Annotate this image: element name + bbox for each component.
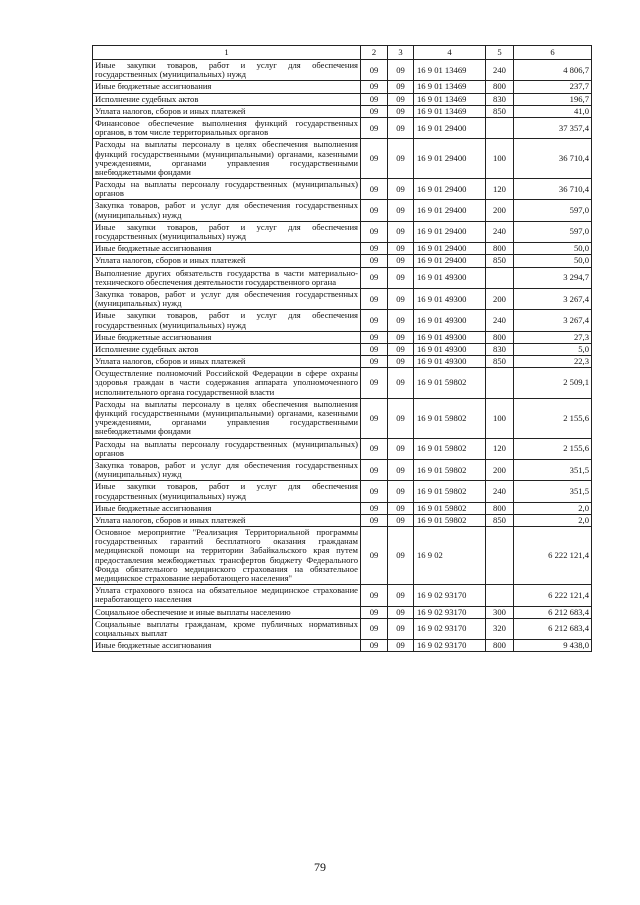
section-code-cell: 09: [361, 200, 388, 221]
target-article-cell: 16 9 01 13469: [414, 105, 486, 117]
row-name-cell: Исполнение судебных актов: [93, 93, 361, 105]
row-name-cell: Расходы на выплаты персоналу государственных (муниципальных) органов: [93, 438, 361, 459]
target-article-cell: 16 9 01 29400: [414, 255, 486, 267]
table-row: [93, 117, 592, 138]
amount-cell: 37 357,4: [514, 117, 592, 138]
subsection-code-cell: 09: [388, 255, 414, 267]
amount-cell: 6 212 683,4: [514, 618, 592, 639]
row-name-cell: Иные закупки товаров, работ и услуг для обеспечения государственных (муниципальных) нужд: [93, 310, 361, 331]
expense-type-cell: 240: [486, 221, 514, 242]
target-article-cell: 16 9 01 13469: [414, 81, 486, 93]
amount-cell: 27,3: [514, 331, 592, 343]
table-row: [93, 221, 592, 242]
row-name-cell: Основное мероприятие "Реализация Территориальной программы государственных гарантий бесплатного оказания гражданам медицинской помощи на территории Забайкальского края путем предоставления межбюджетных трансфертов бюджету Федерального Фонда обязательного медицинского страхования на обязательное медицинское страхование неработающего населения": [93, 527, 361, 585]
table-row: [93, 267, 592, 288]
page-number: 79: [314, 860, 326, 874]
row-name-cell: Уплата налогов, сборов и иных платежей: [93, 356, 361, 368]
section-code-cell: 09: [361, 618, 388, 639]
expense-type-cell: 320: [486, 618, 514, 639]
expense-type-cell: [486, 267, 514, 288]
row-name-cell: Уплата налогов, сборов и иных платежей: [93, 255, 361, 267]
amount-cell: 4 806,7: [514, 60, 592, 81]
table-row: [93, 200, 592, 221]
section-code-cell: 09: [361, 459, 388, 480]
section-code-cell: 09: [361, 179, 388, 200]
table-row: [93, 481, 592, 502]
table-row: [93, 640, 592, 652]
expense-type-cell: 830: [486, 343, 514, 355]
table-row: [93, 310, 592, 331]
target-article-cell: 16 9 01 29400: [414, 200, 486, 221]
subsection-code-cell: 09: [388, 93, 414, 105]
section-code-cell: 09: [361, 398, 388, 438]
table-row: [93, 606, 592, 618]
header-row: [93, 46, 592, 60]
row-name-cell: Выполнение других обязательств государства в части материально-технического обеспечения деятельности государственного органа: [93, 267, 361, 288]
subsection-code-cell: 09: [388, 618, 414, 639]
expense-type-cell: 200: [486, 288, 514, 309]
target-article-cell: 16 9 01 49300: [414, 310, 486, 331]
amount-cell: 3 267,4: [514, 288, 592, 309]
table-row: [93, 331, 592, 343]
section-code-cell: 09: [361, 343, 388, 355]
column-header: 3: [388, 46, 414, 60]
row-name-cell: Иные бюджетные ассигнования: [93, 331, 361, 343]
subsection-code-cell: 09: [388, 117, 414, 138]
row-name-cell: Закупка товаров, работ и услуг для обеспечения государственных (муниципальных) нужд: [93, 459, 361, 480]
table-row: [93, 438, 592, 459]
row-name-cell: Финансовое обеспечение выполнения функций государственных органов, в том числе территориальных органов: [93, 117, 361, 138]
expense-type-cell: 120: [486, 179, 514, 200]
subsection-code-cell: 09: [388, 200, 414, 221]
row-name-cell: Иные закупки товаров, работ и услуг для обеспечения государственных (муниципальных) нужд: [93, 481, 361, 502]
expense-type-cell: 850: [486, 105, 514, 117]
section-code-cell: 09: [361, 502, 388, 514]
table-row: [93, 343, 592, 355]
target-article-cell: 16 9 01 13469: [414, 93, 486, 105]
section-code-cell: 09: [361, 105, 388, 117]
amount-cell: 36 710,4: [514, 139, 592, 179]
target-article-cell: 16 9 02 93170: [414, 640, 486, 652]
target-article-cell: 16 9 01 49300: [414, 343, 486, 355]
row-name-cell: Расходы на выплаты персоналу в целях обеспечения выполнения функций государственными (муниципальными) органами, казенными учреждениями, органами управления государственными внебюджетными фондами: [93, 398, 361, 438]
subsection-code-cell: 09: [388, 438, 414, 459]
section-code-cell: 09: [361, 331, 388, 343]
section-code-cell: 09: [361, 288, 388, 309]
expense-type-cell: 800: [486, 640, 514, 652]
row-name-cell: Уплата налогов, сборов и иных платежей: [93, 105, 361, 117]
table-row: [93, 139, 592, 179]
section-code-cell: 09: [361, 310, 388, 331]
row-name-cell: Иные бюджетные ассигнования: [93, 640, 361, 652]
section-code-cell: 09: [361, 81, 388, 93]
target-article-cell: 16 9 01 29400: [414, 139, 486, 179]
row-name-cell: Исполнение судебных актов: [93, 343, 361, 355]
amount-cell: 196,7: [514, 93, 592, 105]
expense-type-cell: 300: [486, 606, 514, 618]
subsection-code-cell: 09: [388, 459, 414, 480]
subsection-code-cell: 09: [388, 81, 414, 93]
subsection-code-cell: 09: [388, 139, 414, 179]
section-code-cell: 09: [361, 117, 388, 138]
expense-type-cell: 100: [486, 139, 514, 179]
amount-cell: 6 222 121,4: [514, 585, 592, 606]
column-header: 2: [361, 46, 388, 60]
subsection-code-cell: 09: [388, 267, 414, 288]
expense-type-cell: 240: [486, 60, 514, 81]
target-article-cell: 16 9 01 59802: [414, 502, 486, 514]
row-name-cell: Социальное обеспечение и иные выплаты населению: [93, 606, 361, 618]
subsection-code-cell: 09: [388, 606, 414, 618]
subsection-code-cell: 09: [388, 368, 414, 399]
table-row: [93, 356, 592, 368]
row-name-cell: Иные закупки товаров, работ и услуг для обеспечения государственных (муниципальных) нужд: [93, 60, 361, 81]
subsection-code-cell: 09: [388, 527, 414, 585]
expense-type-cell: 830: [486, 93, 514, 105]
target-article-cell: 16 9 01 49300: [414, 356, 486, 368]
row-name-cell: Расходы на выплаты персоналу государственных (муниципальных) органов: [93, 179, 361, 200]
table-row: [93, 243, 592, 255]
subsection-code-cell: 09: [388, 243, 414, 255]
row-name-cell: Иные закупки товаров, работ и услуг для обеспечения государственных (муниципальных) нужд: [93, 221, 361, 242]
amount-cell: 50,0: [514, 255, 592, 267]
section-code-cell: 09: [361, 221, 388, 242]
amount-cell: 597,0: [514, 200, 592, 221]
target-article-cell: 16 9 02: [414, 527, 486, 585]
section-code-cell: 09: [361, 585, 388, 606]
amount-cell: 36 710,4: [514, 179, 592, 200]
table-row: [93, 368, 592, 399]
amount-cell: 351,5: [514, 481, 592, 502]
amount-cell: 5,0: [514, 343, 592, 355]
amount-cell: 41,0: [514, 105, 592, 117]
subsection-code-cell: 09: [388, 640, 414, 652]
target-article-cell: 16 9 01 59802: [414, 514, 486, 526]
target-article-cell: 16 9 02 93170: [414, 618, 486, 639]
expense-type-cell: 800: [486, 502, 514, 514]
subsection-code-cell: 09: [388, 356, 414, 368]
amount-cell: 9 438,0: [514, 640, 592, 652]
amount-cell: 22,3: [514, 356, 592, 368]
target-article-cell: 16 9 01 13469: [414, 60, 486, 81]
budget-table: [92, 45, 592, 652]
row-name-cell: Социальные выплаты гражданам, кроме публичных нормативных социальных выплат: [93, 618, 361, 639]
table-row: [93, 585, 592, 606]
section-code-cell: 09: [361, 514, 388, 526]
table-row: [93, 60, 592, 81]
expense-type-cell: [486, 585, 514, 606]
subsection-code-cell: 09: [388, 514, 414, 526]
section-code-cell: 09: [361, 527, 388, 585]
expense-type-cell: 240: [486, 481, 514, 502]
section-code-cell: 09: [361, 267, 388, 288]
target-article-cell: 16 9 01 49300: [414, 331, 486, 343]
target-article-cell: 16 9 02 93170: [414, 585, 486, 606]
section-code-cell: 09: [361, 481, 388, 502]
subsection-code-cell: 09: [388, 179, 414, 200]
row-name-cell: Иные бюджетные ассигнования: [93, 243, 361, 255]
expense-type-cell: 800: [486, 243, 514, 255]
subsection-code-cell: 09: [388, 221, 414, 242]
row-name-cell: Расходы на выплаты персоналу в целях обеспечения выполнения функций государственными (муниципальными) органами, казенными учреждениями, органами управления государственными внебюджетными фондами: [93, 139, 361, 179]
row-name-cell: Иные бюджетные ассигнования: [93, 81, 361, 93]
table-row: [93, 105, 592, 117]
row-name-cell: Закупка товаров, работ и услуг для обеспечения государственных (муниципальных) нужд: [93, 200, 361, 221]
subsection-code-cell: 09: [388, 288, 414, 309]
expense-type-cell: [486, 117, 514, 138]
expense-type-cell: 800: [486, 81, 514, 93]
column-header: 5: [486, 46, 514, 60]
target-article-cell: 16 9 01 59802: [414, 459, 486, 480]
subsection-code-cell: 09: [388, 585, 414, 606]
amount-cell: 237,7: [514, 81, 592, 93]
section-code-cell: 09: [361, 255, 388, 267]
column-header: 6: [514, 46, 592, 60]
section-code-cell: 09: [361, 60, 388, 81]
table-row: [93, 502, 592, 514]
expense-type-cell: [486, 368, 514, 399]
target-article-cell: 16 9 01 29400: [414, 179, 486, 200]
table-row: [93, 81, 592, 93]
amount-cell: 2,0: [514, 514, 592, 526]
amount-cell: 2 155,6: [514, 438, 592, 459]
section-code-cell: 09: [361, 438, 388, 459]
section-code-cell: 09: [361, 606, 388, 618]
section-code-cell: 09: [361, 640, 388, 652]
table-row: [93, 459, 592, 480]
target-article-cell: 16 9 01 29400: [414, 243, 486, 255]
section-code-cell: 09: [361, 93, 388, 105]
target-article-cell: 16 9 01 59802: [414, 438, 486, 459]
target-article-cell: 16 9 01 59802: [414, 398, 486, 438]
target-article-cell: 16 9 01 59802: [414, 481, 486, 502]
table-row: [93, 255, 592, 267]
expense-type-cell: 200: [486, 459, 514, 480]
expense-type-cell: [486, 527, 514, 585]
row-name-cell: Уплата налогов, сборов и иных платежей: [93, 514, 361, 526]
subsection-code-cell: 09: [388, 398, 414, 438]
row-name-cell: Осуществление полномочий Российской Федерации в сфере охраны здоровья граждан в части содержания аппарата уполномоченного исполнительного органа государственной власти: [93, 368, 361, 399]
table-row: [93, 398, 592, 438]
expense-type-cell: 200: [486, 200, 514, 221]
amount-cell: 50,0: [514, 243, 592, 255]
subsection-code-cell: 09: [388, 502, 414, 514]
amount-cell: 3 294,7: [514, 267, 592, 288]
expense-type-cell: 100: [486, 398, 514, 438]
row-name-cell: Уплата страхового взноса на обязательное медицинское страхование неработающего населения: [93, 585, 361, 606]
table-row: [93, 514, 592, 526]
column-header: 1: [93, 46, 361, 60]
target-article-cell: 16 9 01 59802: [414, 368, 486, 399]
column-header: 4: [414, 46, 486, 60]
expense-type-cell: 120: [486, 438, 514, 459]
section-code-cell: 09: [361, 139, 388, 179]
subsection-code-cell: 09: [388, 331, 414, 343]
expense-type-cell: 800: [486, 331, 514, 343]
section-code-cell: 09: [361, 368, 388, 399]
amount-cell: 3 267,4: [514, 310, 592, 331]
expense-type-cell: 850: [486, 514, 514, 526]
amount-cell: 2 155,6: [514, 398, 592, 438]
subsection-code-cell: 09: [388, 481, 414, 502]
amount-cell: 597,0: [514, 221, 592, 242]
row-name-cell: Закупка товаров, работ и услуг для обеспечения государственных (муниципальных) нужд: [93, 288, 361, 309]
target-article-cell: 16 9 01 29400: [414, 221, 486, 242]
target-article-cell: 16 9 01 49300: [414, 267, 486, 288]
table-row: [93, 179, 592, 200]
amount-cell: 6 222 121,4: [514, 527, 592, 585]
expense-type-cell: 240: [486, 310, 514, 331]
section-code-cell: 09: [361, 243, 388, 255]
amount-cell: 351,5: [514, 459, 592, 480]
target-article-cell: 16 9 02 93170: [414, 606, 486, 618]
subsection-code-cell: 09: [388, 60, 414, 81]
target-article-cell: 16 9 01 29400: [414, 117, 486, 138]
subsection-code-cell: 09: [388, 105, 414, 117]
table-row: [93, 527, 592, 585]
amount-cell: 6 212 683,4: [514, 606, 592, 618]
table-row: [93, 618, 592, 639]
section-code-cell: 09: [361, 356, 388, 368]
amount-cell: 2,0: [514, 502, 592, 514]
table-row: [93, 93, 592, 105]
row-name-cell: Иные бюджетные ассигнования: [93, 502, 361, 514]
subsection-code-cell: 09: [388, 343, 414, 355]
subsection-code-cell: 09: [388, 310, 414, 331]
target-article-cell: 16 9 01 49300: [414, 288, 486, 309]
expense-type-cell: 850: [486, 255, 514, 267]
table-row: [93, 288, 592, 309]
amount-cell: 2 509,1: [514, 368, 592, 399]
expense-type-cell: 850: [486, 356, 514, 368]
